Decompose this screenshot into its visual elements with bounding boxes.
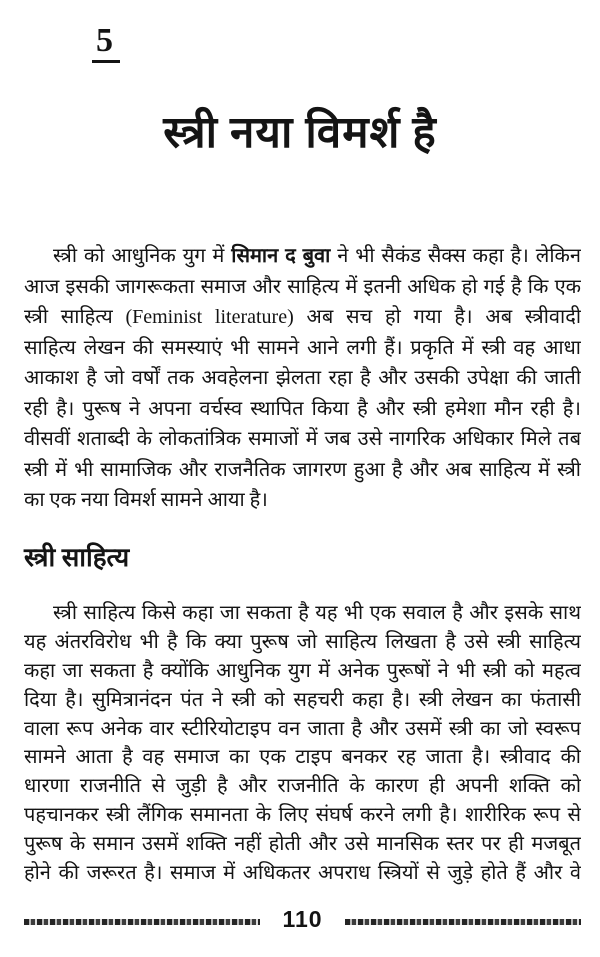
text-line [24, 241, 581, 272]
text-line [24, 485, 581, 516]
text-line [24, 394, 581, 425]
text-segment: रही है। पुरूष ने अपना वर्चस्व स्थापित किया है और स्त्री हमेशा मौन रही है। [24, 397, 581, 420]
text-segment: सामने आता है वह समाज का एक टाइप बनकर रह जाता है। स्त्रीवाद की [24, 746, 581, 769]
footer-rule-right [345, 919, 581, 925]
text-segment: आकाश है जो वर्षों तक अवहेलना झेलता रहा है और उसकी उपेक्षा की जाती [24, 367, 581, 389]
text-segment: वीसवीं शताब्दी के लोकतांत्रिक समाजों में जब उसे नागरिक अधिकार मिले तब [24, 428, 581, 450]
chapter-number: 5 [92, 22, 120, 63]
text-segment: धारणा राजनीति से जुड़ी है और राजनीति के कारण ही अपनी शक्ति को [24, 775, 581, 798]
text-segment: आज इसकी जागरूकता समाज और साहित्य में इतनी अधिक हो गई है कि एक [24, 275, 581, 298]
page-number: 110 [282, 906, 323, 932]
text-line [24, 686, 581, 715]
section-heading: स्त्री साहित्य [24, 543, 130, 572]
text-segment: स्त्री को आधुनिक युग में [53, 245, 232, 267]
text-line [24, 599, 581, 628]
text-segment: पहचानकर स्त्री लैंगिक समानता के लिए संघर्ष करने लगी है। शारीरिक रूप से [24, 804, 581, 827]
text-line [24, 424, 581, 455]
text-line [24, 801, 581, 830]
text-line [24, 859, 581, 888]
text-segment: स्त्री साहित्य (Feminist literature) अब सच हो गया है। अब स्त्रीवादी [24, 306, 581, 328]
bold-text-segment: सिमान द बुवा [231, 245, 331, 267]
text-segment: वाला रूप अनेक वार स्टीरियोटाइप वन जाता है और उसमें स्त्री का जो स्वरूप [24, 717, 581, 740]
text-line [24, 772, 581, 801]
text-line [24, 628, 581, 657]
text-line [24, 743, 581, 772]
text-segment: ने भी सैकंड सैक्स कहा है। लेकिन [330, 245, 581, 267]
text-segment: यह अंतरविरोध भी है कि क्या पुरूष जो साहित्य लिखता है उसे स्त्री साहित्य [24, 630, 581, 653]
text-segment: स्त्री में भी सामाजिक और राजनैतिक जागरण हुआ है और अब साहित्य में स्त्री [24, 458, 581, 481]
text-line [24, 333, 581, 364]
text-line [24, 715, 581, 744]
text-segment: साहित्य लेखन की समस्याएं भी सामने आने लगी हैं। प्रकृति में स्त्री वह आधा [24, 336, 581, 359]
text-line [24, 272, 581, 303]
footer-rule-left [24, 919, 260, 925]
text-segment: पुरूष के समान उसमें शक्ति नहीं होती और उसे मानसिक स्तर पर ही मजबूत [24, 833, 581, 856]
text-segment: स्त्री साहित्य किसे कहा जा सकता है यह भी एक सवाल है और इसके साथ [53, 602, 581, 624]
text-segment: दिया है। सुमित्रानंदन पंत ने स्त्री को सहचरी कहा है। स्त्री लेखन का फंतासी [24, 688, 581, 711]
text-line [24, 363, 581, 394]
text-line [24, 302, 581, 333]
text-segment: होने की जरूरत है। समाज में अधिकतर अपराध स्त्रियों से जुड़े होते हैं और वे [24, 862, 581, 885]
text-segment: का एक नया विमर्श सामने आया है। [24, 489, 268, 511]
text-line [24, 455, 581, 486]
text-segment: कहा जा सकता है क्योंकि आधुनिक युग में अनेक पुरूषों ने भी स्त्री को महत्व [24, 659, 581, 682]
text-line [24, 657, 581, 686]
page-title: स्त्री नया विमर्श है [163, 108, 437, 157]
text-line [24, 830, 581, 859]
paragraph-intro [24, 241, 581, 516]
paragraph-stri-sahitya [24, 599, 581, 888]
page-footer [24, 908, 581, 935]
